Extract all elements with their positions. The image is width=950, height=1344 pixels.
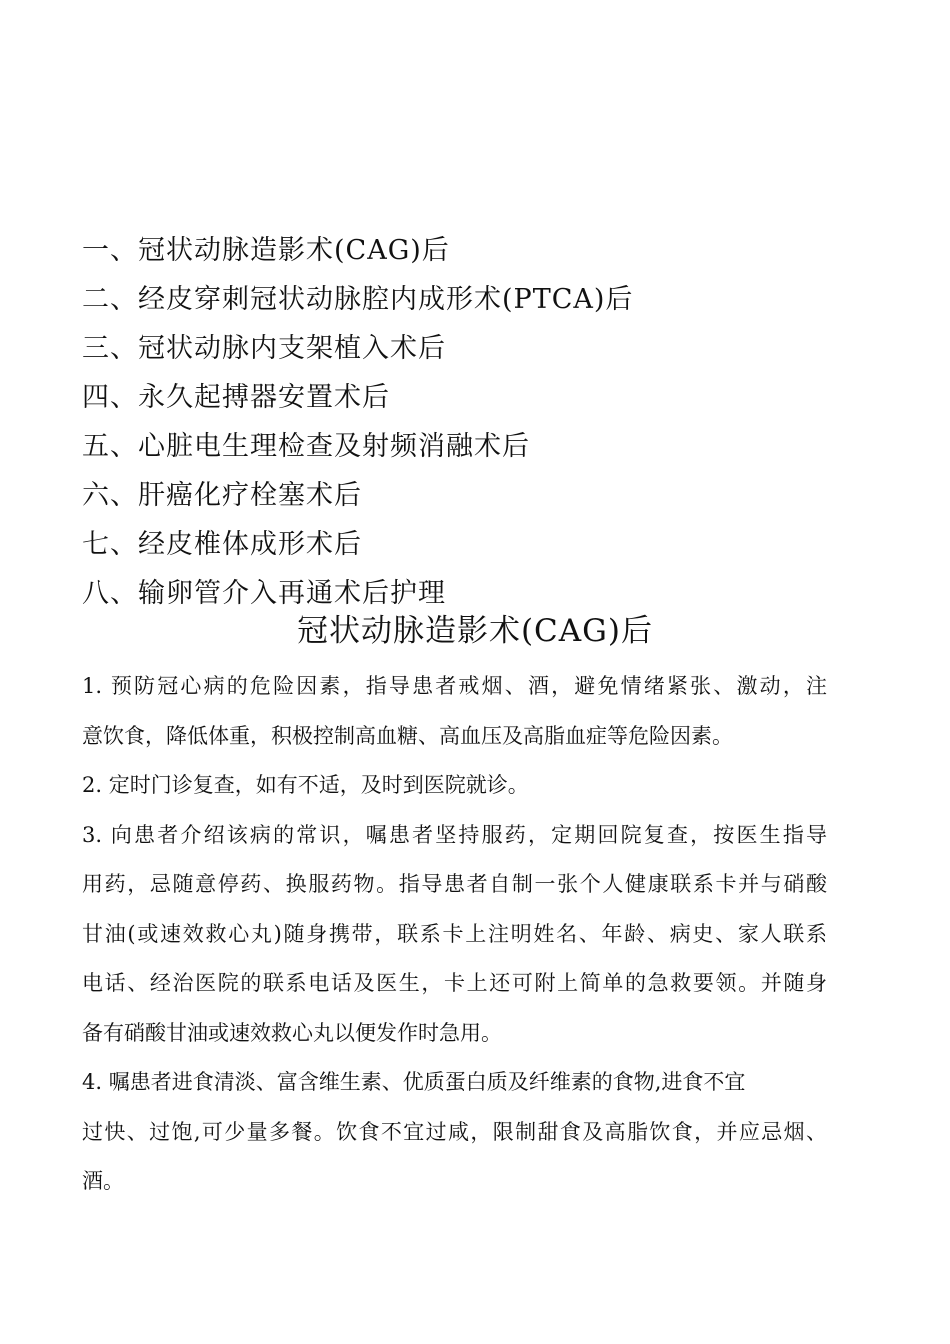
paragraph-line: 酒。: [82, 1169, 124, 1193]
toc-item: 六、肝癌化疗栓塞术后: [82, 480, 362, 511]
toc-item: 七、经皮椎体成形术后: [82, 529, 362, 560]
toc-item: 五、心脏电生理检查及射频消融术后: [82, 431, 530, 462]
paragraph-line: 3. 向患者介绍该病的常识，嘱患者坚持服药，定期回院复查，按医生指导: [82, 822, 827, 847]
paragraph-line: 4. 嘱患者进食清淡、富含维生素、优质蛋白质及纤维素的食物,进食不宜: [82, 1070, 746, 1094]
paragraph-line: 1. 预防冠心病的危险因素，指导患者戒烟、酒，避免情绪紧张、激动，注: [82, 674, 827, 698]
paragraph-line: 甘油(或速效救心丸)随身携带，联系卡上注明姓名、年龄、病史、家人联系: [82, 921, 827, 946]
table-of-contents: [82, 226, 633, 618]
toc-item: 二、经皮穿刺冠状动脉腔内成形术(PTCA)后: [82, 284, 634, 315]
paragraph-line: 意饮食，降低体重，积极控制高血糖、高血压及高脂血症等危险因素。: [82, 723, 733, 748]
paragraph-line: 用药，忌随意停药、换服药物。指导患者自制一张个人健康联系卡并与硝酸: [82, 872, 827, 896]
section-title: 冠状动脉造影术(CAG)后: [296, 613, 654, 649]
section-body: [82, 662, 827, 1207]
paragraph-line: 过快、过饱,可少量多餐。饮食不宜过咸，限制甜食及高脂饮食，并应忌烟、: [82, 1119, 827, 1144]
paragraph-line: 2. 定时门诊复查，如有不适，及时到医院就诊。: [82, 773, 529, 797]
toc-item: 一、冠状动脉造影术(CAG)后: [82, 235, 450, 266]
toc-item: 三、冠状动脉内支架植入术后: [82, 333, 446, 364]
toc-item: 四、永久起搏器安置术后: [82, 382, 390, 413]
toc-item: 八、输卵管介入再通术后护理: [82, 578, 446, 609]
paragraph-line: 备有硝酸甘油或速效救心丸以便发作时急用。: [82, 1020, 502, 1045]
paragraph-line: 电话、经治医院的联系电话及医生，卡上还可附上简单的急救要领。并随身: [82, 971, 827, 995]
